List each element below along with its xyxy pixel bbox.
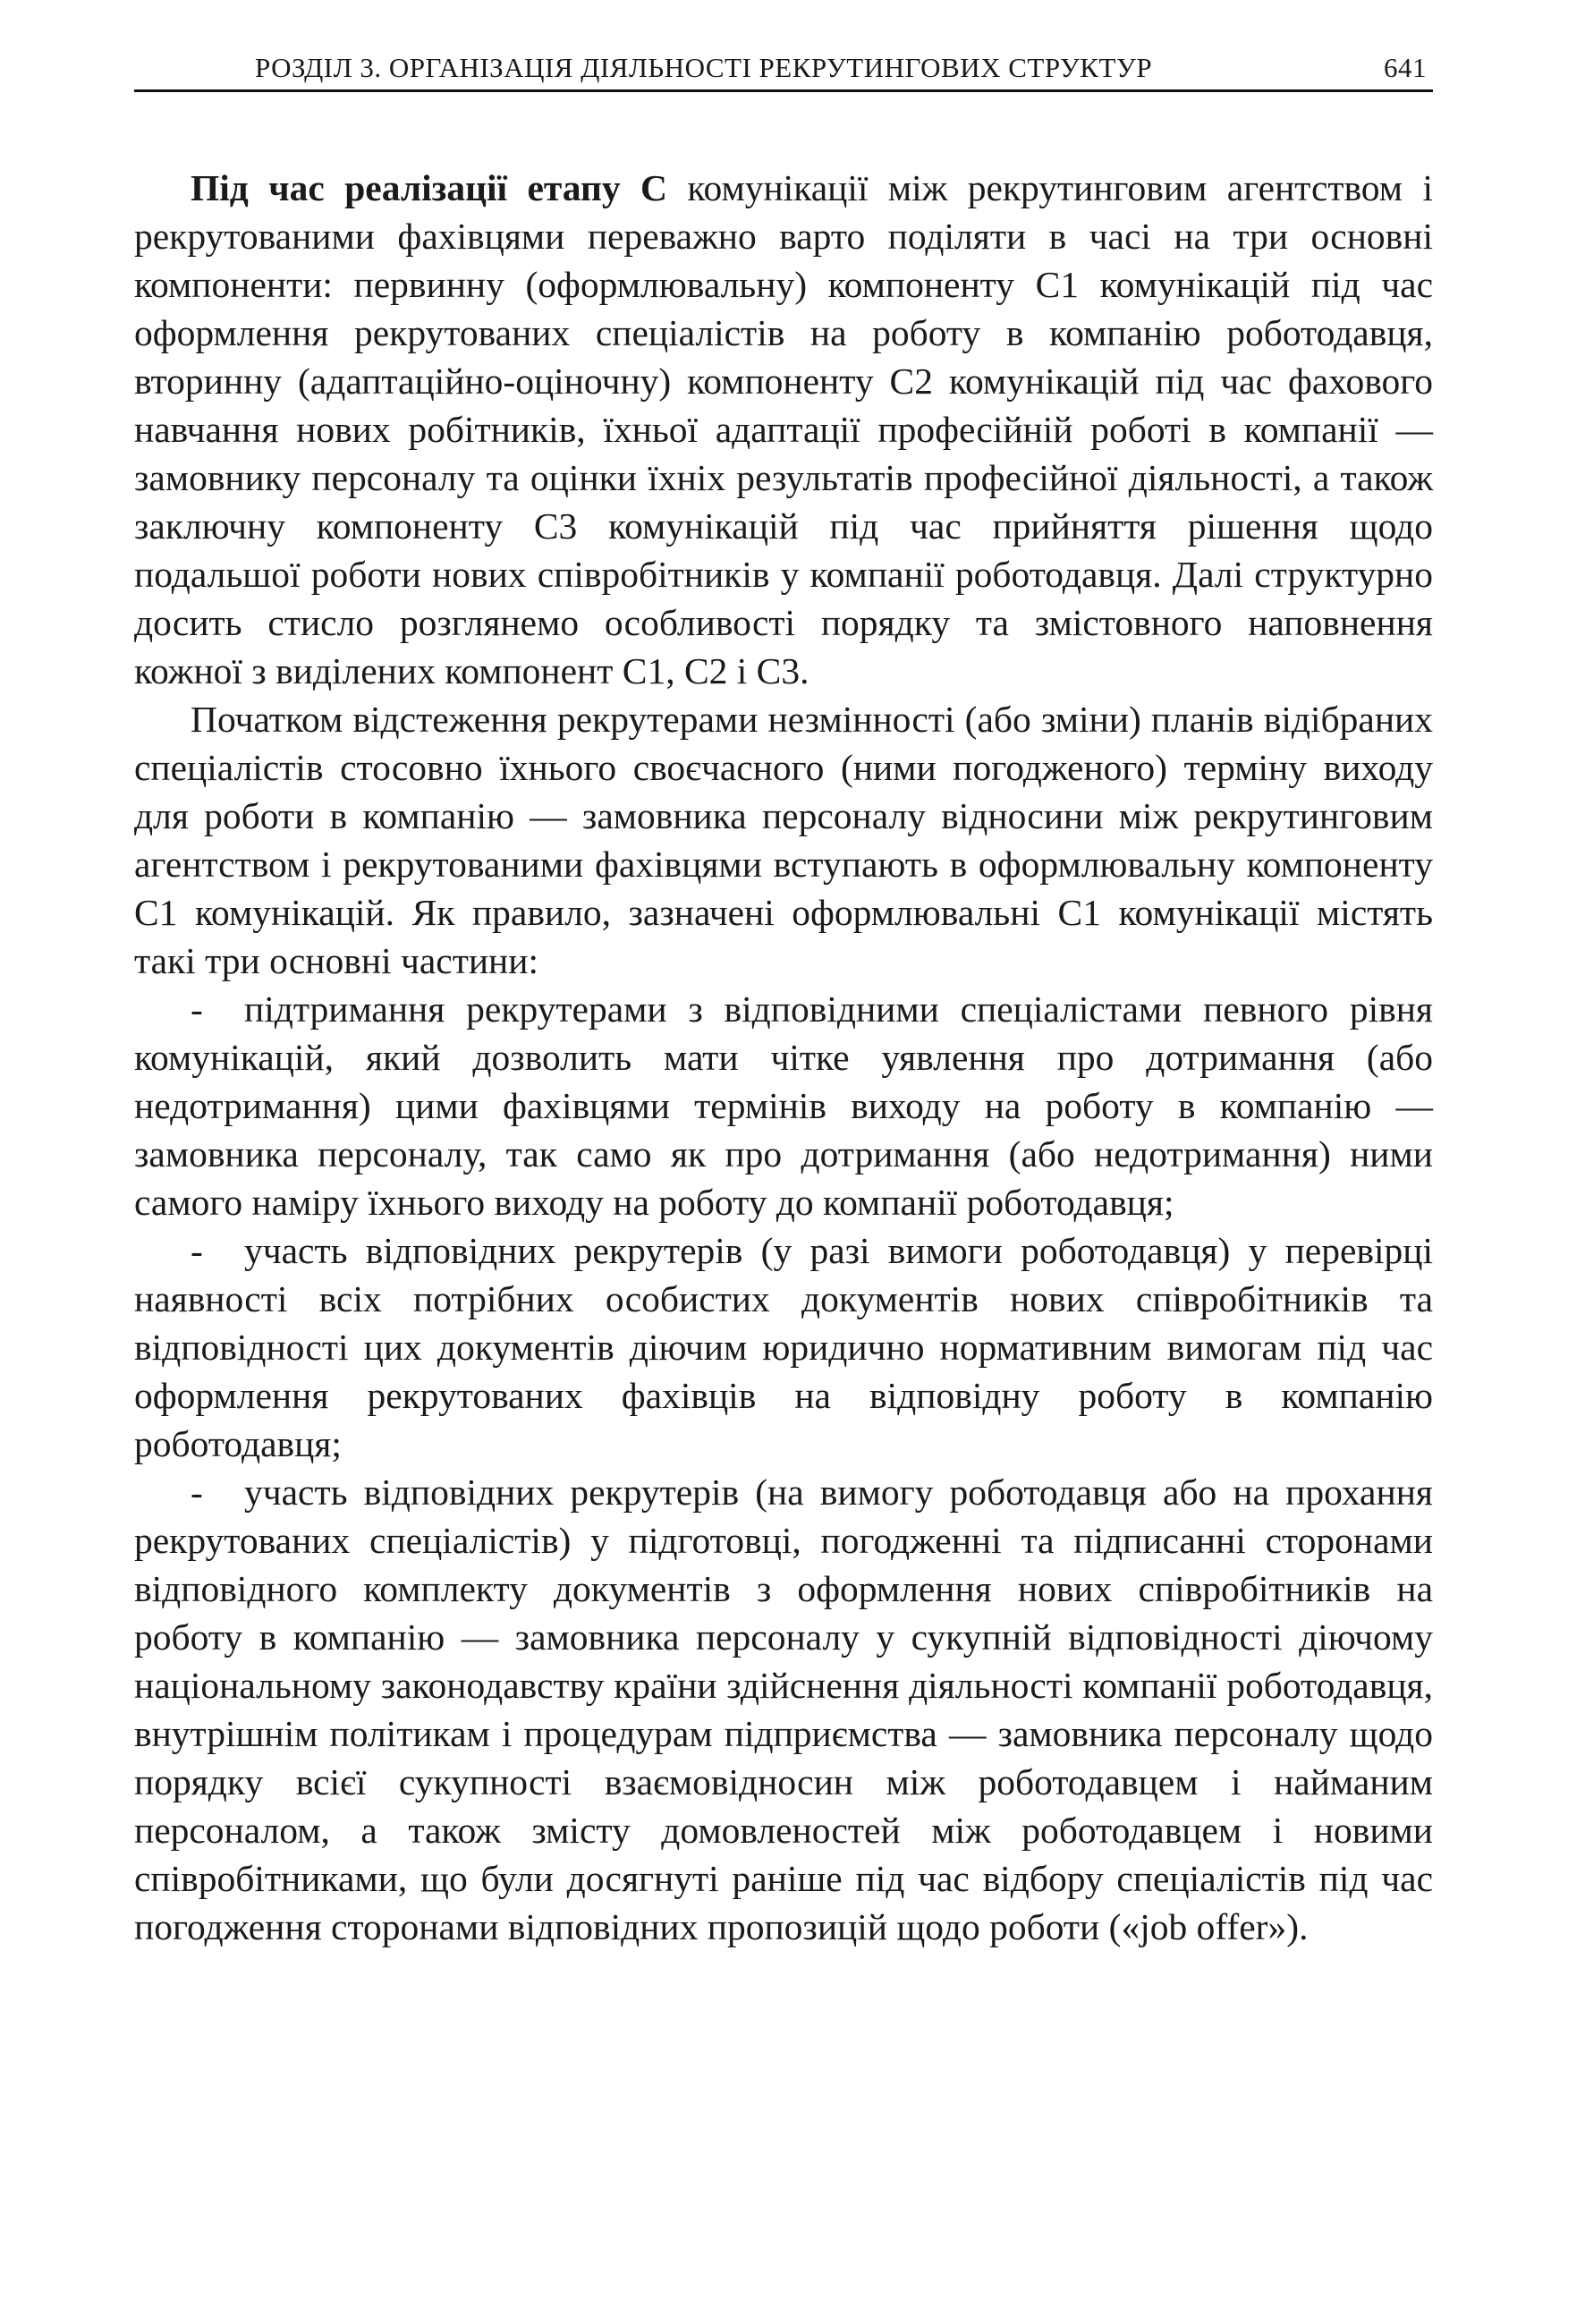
- header-rule: [134, 89, 1433, 92]
- running-title: РОЗДІЛ 3. ОРГАНІЗАЦІЯ ДІЯЛЬНОСТІ РЕКРУТИНГОВИХ СТРУКТУР: [255, 52, 1153, 83]
- list-item: [134, 1226, 1433, 1468]
- paragraph-1: [134, 164, 1433, 695]
- list-item-text: участь відповідних рекрутерів (у разі вимоги роботодавця) у перевірці наявності всіх потрібних особистих документів нових співробітників та відповідності цих документів діючим юридично нормативним вимогам під час оформлення рекрутованих фахівців на відповідну роботу в компанію роботодавця;: [134, 1230, 1433, 1464]
- list-dash: -: [191, 1472, 203, 1513]
- list-dash: -: [191, 988, 203, 1030]
- page-number: 641: [1384, 52, 1427, 83]
- list-item: [134, 985, 1433, 1226]
- list-item-text: участь відповідних рекрутерів (на вимогу роботодавця або на прохання рекрутованих спеціалістів) у підготовці, погодженні та підписанні сторонами відповідного комплекту документів з оформлення нових співробітників на роботу в компанію — замовника персоналу у сукупній відповідності діючому національному законодавству країни здійснення діяльності компанії роботодавця, внутрішнім політикам і процедурам підприємства — замовника персоналу щодо порядку всієї сукупності взаємовідносин між роботодавцем і найманим персоналом, а також змісту домовленостей між роботодавцем і новими співробітниками, що були досягнуті раніше під час відбору спеціалістів під час погодження сторонами відповідних пропозицій щодо роботи («job offer»).: [134, 1472, 1433, 1947]
- bold-lead-phrase: Під час реалізації етапу С: [191, 167, 668, 208]
- paragraph-2: Початком відстеження рекрутерами незмінності (або зміни) планів відібраних спеціалістів стосовно їхнього своєчасного (ними погодженого) терміну виходу для роботи в компанію — замовника персоналу відносини між рекрутинговим агентством і рекрутованими фахівцями вступають в оформлювальну компоненту С1 комунікацій. Як правило, зазначені оформлювальні С1 комунікації містять такі три основні частини:: [134, 699, 1433, 981]
- body-text: [134, 164, 1433, 1951]
- running-header: [134, 47, 1431, 89]
- list-item-text: підтримання рекрутерами з відповідними спеціалістами певного рівня комунікацій, який дозволить мати чітке уявлення про дотримання (або недотримання) цими фахівцями термінів виходу на роботу в компанію — замовника персоналу, так само як про дотримання (або недотримання) ними самого наміру їхнього виходу на роботу до компанії роботодавця;: [134, 988, 1433, 1223]
- list-dash: -: [191, 1230, 203, 1271]
- list-item: [134, 1468, 1433, 1951]
- paragraph-1-text: комунікації між рекрутинговим агентством і рекрутованими фахівцями переважно варто поділяти в часі на три основні компоненти: первинну (оформлювальну) компоненту С1 комунікацій під час оформлення рекрутованих спеціалістів на роботу в компанію роботодавця, вторинну (адаптаційно-оціночну) компоненту С2 комунікацій під час фахового навчання нових робітників, їхньої адаптації професійній роботі в компанії — замовнику персоналу та оцінки їхніх результатів професійної діяльності, а також заключну компоненту С3 комунікацій під час прийняття рішення щодо подальшої роботи нових співробітників у компанії роботодавця. Далі структурно досить стисло розглянемо особливості порядку та змістовного наповнення кожної з виділених компонент С1, С2 і С3.: [134, 167, 1433, 691]
